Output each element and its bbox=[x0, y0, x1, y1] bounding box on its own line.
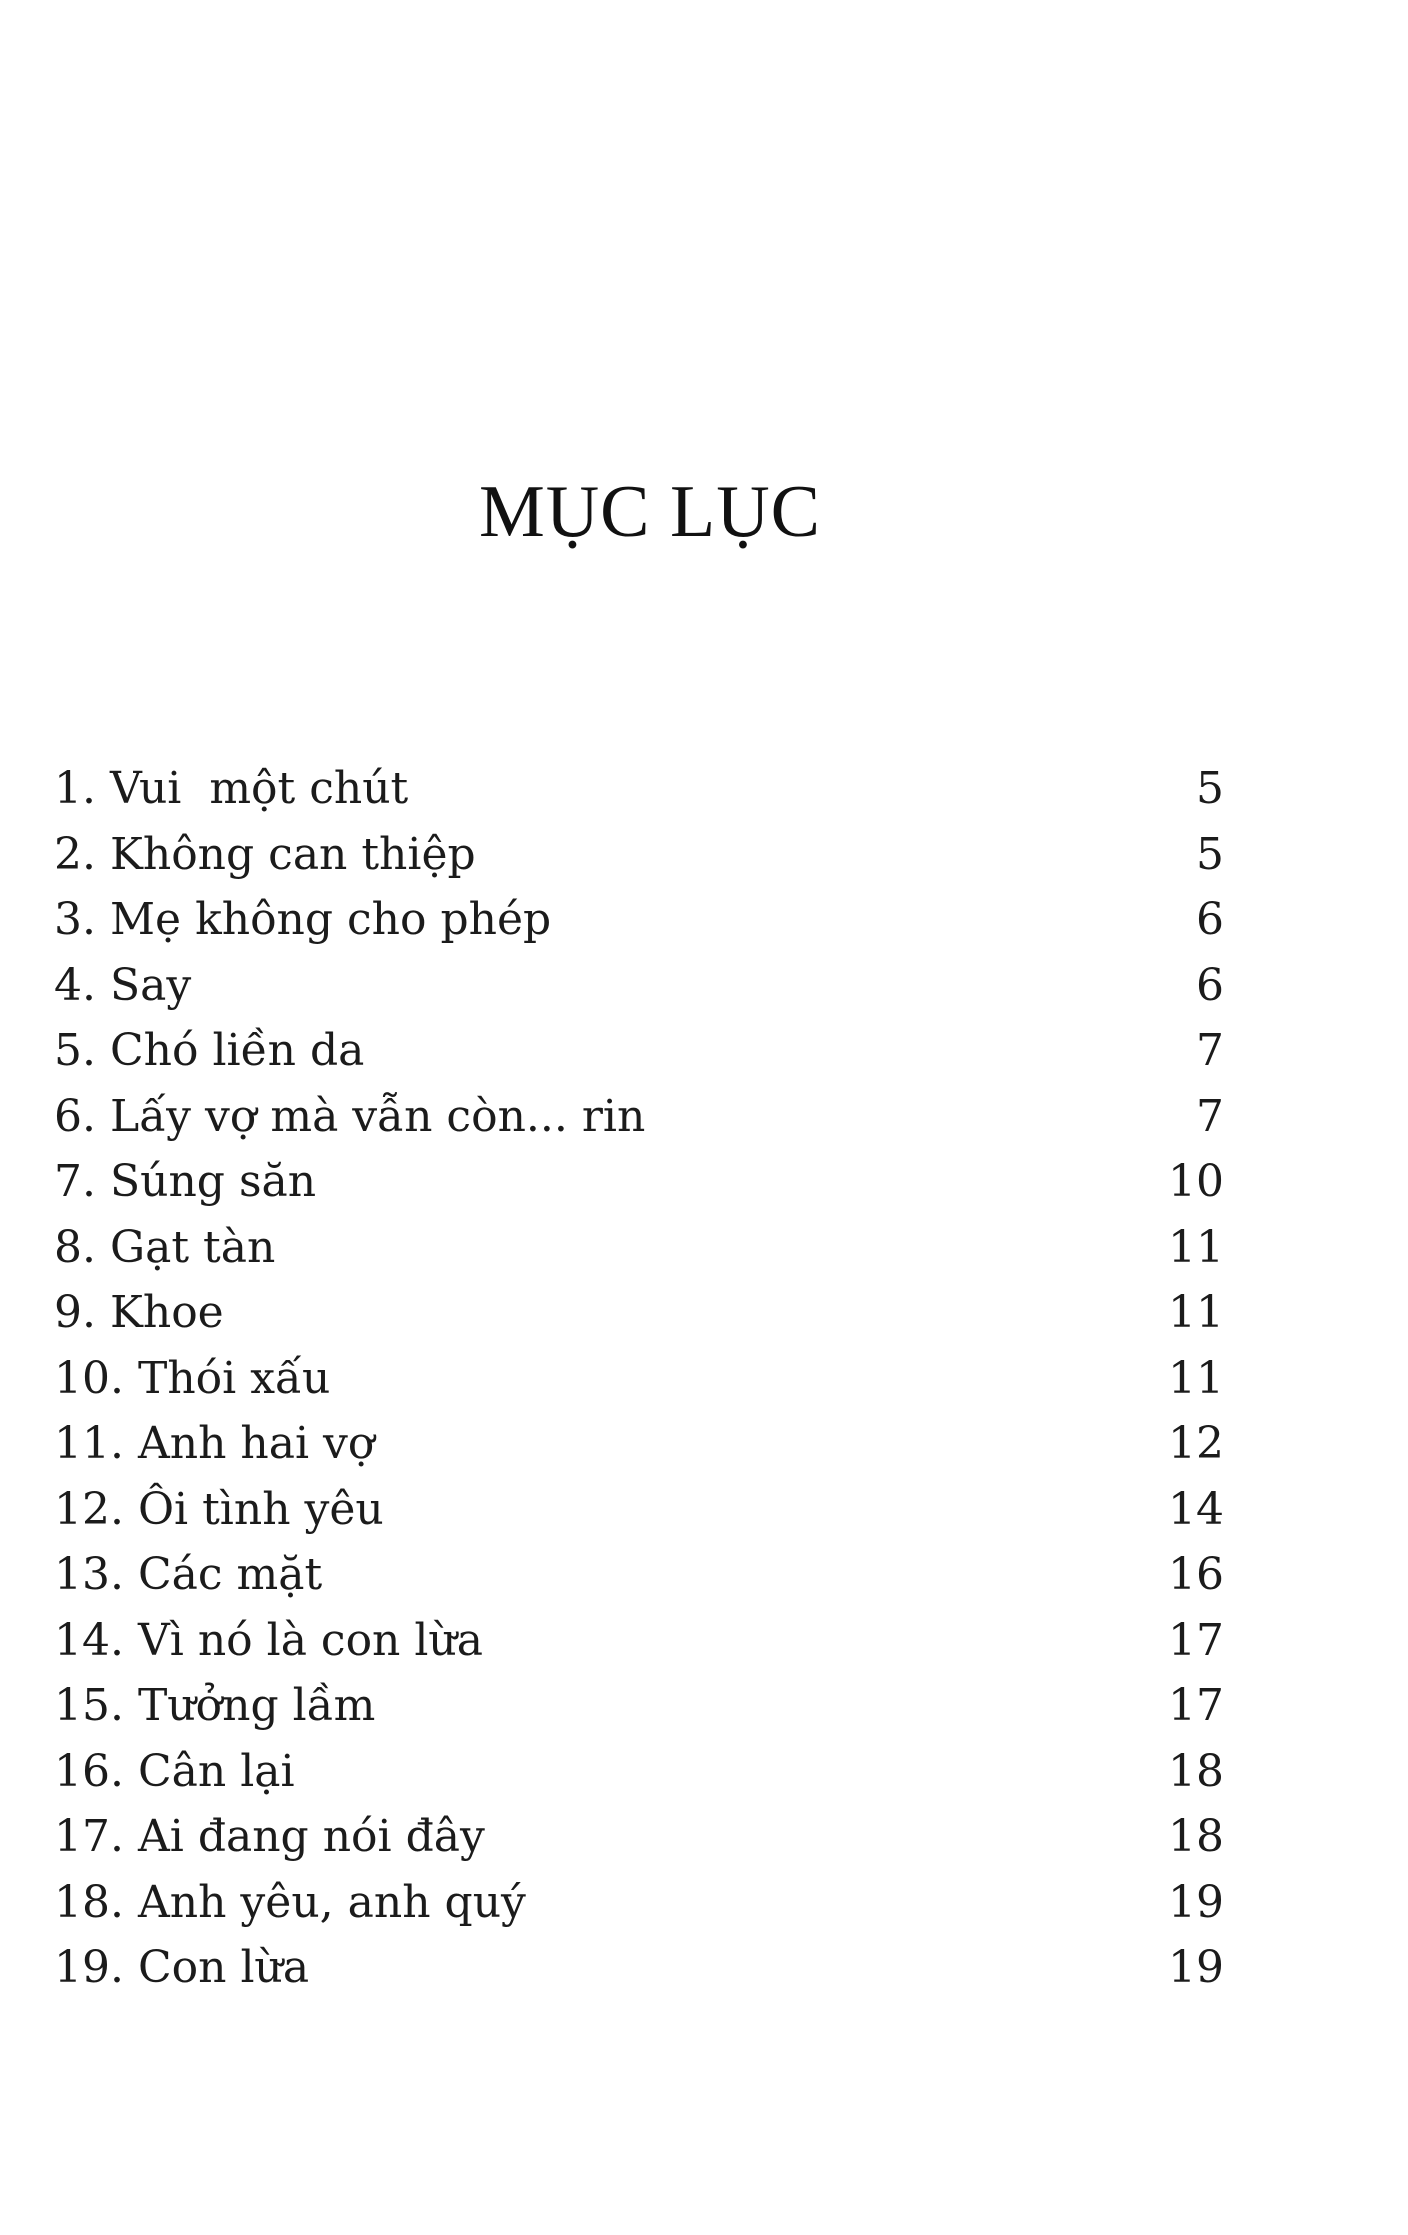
toc-entry-label bbox=[54, 1542, 322, 1608]
toc-entry-page-number: 16 bbox=[1168, 1549, 1224, 1600]
toc-entry-label bbox=[54, 1935, 309, 2001]
toc-entry-number: 5. bbox=[54, 1025, 96, 1076]
toc-entry-page-number: 6 bbox=[1196, 894, 1224, 945]
toc-entry-page-number: 12 bbox=[1168, 1418, 1224, 1469]
toc-entry-title: Say bbox=[109, 959, 192, 1011]
toc-entry-page-number: 7 bbox=[1196, 1090, 1224, 1142]
toc-entry-label bbox=[54, 1018, 364, 1084]
toc-entry-title: Ôi tình yêu bbox=[137, 1483, 384, 1535]
toc-entry bbox=[54, 1280, 1224, 1346]
toc-entry-number: 14. bbox=[54, 1614, 124, 1666]
toc-entry-title: Con lừa bbox=[137, 1942, 310, 1993]
toc-entry-label bbox=[54, 1346, 330, 1412]
toc-entry bbox=[54, 1477, 1224, 1543]
toc-entry-page-number: 10 bbox=[1168, 1156, 1224, 1207]
toc-entry bbox=[54, 1084, 1224, 1150]
toc-entry-page-number: 5 bbox=[1196, 763, 1224, 814]
toc-entry bbox=[54, 1542, 1224, 1608]
toc-entry-number: 3. bbox=[54, 894, 96, 945]
toc-entry-number: 11. bbox=[54, 1418, 124, 1469]
toc-entry-title: Gạt tàn bbox=[109, 1221, 276, 1273]
toc-entry bbox=[54, 1018, 1224, 1084]
toc-entry-label bbox=[54, 1411, 374, 1477]
toc-entry-title: Mẹ không cho phép bbox=[109, 894, 552, 945]
toc-entry-label bbox=[54, 1608, 483, 1674]
toc-entry-title: Ai đang nói đây bbox=[137, 1811, 485, 1862]
toc-entry-page-number: 17 bbox=[1168, 1614, 1224, 1666]
toc-entry-label bbox=[54, 1084, 645, 1150]
toc-entry bbox=[54, 953, 1224, 1019]
toc-entry-number: 12. bbox=[54, 1483, 124, 1535]
toc-entry-number: 17. bbox=[54, 1811, 124, 1862]
toc-entry bbox=[54, 1149, 1224, 1215]
toc-entry-page-number: 11 bbox=[1168, 1352, 1224, 1404]
toc-entry-page-number: 11 bbox=[1168, 1287, 1224, 1338]
toc-entry bbox=[54, 756, 1224, 822]
toc-entry-page-number: 7 bbox=[1196, 1025, 1224, 1076]
toc-entry-label bbox=[54, 953, 191, 1019]
toc-entry-title: Vì nó là con lừa bbox=[137, 1614, 484, 1666]
toc-entry-number: 13. bbox=[54, 1549, 124, 1600]
toc-entry-number: 16. bbox=[54, 1745, 124, 1797]
toc-entry-label bbox=[54, 1477, 384, 1543]
toc-entry-page-number: 19 bbox=[1168, 1942, 1224, 1993]
toc-entry-title: Thói xấu bbox=[137, 1352, 331, 1404]
toc-entry-title: Tưởng lầm bbox=[137, 1680, 376, 1731]
toc-entry-title: Cân lại bbox=[137, 1745, 295, 1797]
toc-entry-title: Vui một chút bbox=[109, 763, 409, 814]
toc-entry-label bbox=[54, 1215, 275, 1281]
toc-entry-number: 6. bbox=[54, 1090, 96, 1142]
toc-entry-label bbox=[54, 1280, 224, 1346]
table-of-contents bbox=[54, 756, 1224, 2001]
toc-entry bbox=[54, 1673, 1224, 1739]
toc-entry-label bbox=[54, 1870, 526, 1936]
page-title: MỤC LỤC bbox=[478, 471, 822, 553]
toc-entry bbox=[54, 1935, 1224, 2001]
toc-entry-label bbox=[54, 1673, 375, 1739]
toc-entry-page-number: 17 bbox=[1168, 1680, 1224, 1731]
toc-entry-page-number: 5 bbox=[1196, 828, 1224, 880]
toc-entry bbox=[54, 822, 1224, 888]
toc-entry-number: 18. bbox=[54, 1876, 124, 1928]
toc-entry-label bbox=[54, 1739, 295, 1805]
toc-entry-page-number: 6 bbox=[1196, 959, 1224, 1011]
toc-entry bbox=[54, 1411, 1224, 1477]
toc-entry-title: Lấy vợ mà vẫn còn... rin bbox=[109, 1090, 646, 1142]
toc-entry-title: Các mặt bbox=[137, 1549, 323, 1600]
toc-entry-page-number: 18 bbox=[1168, 1811, 1224, 1862]
toc-entry-number: 19. bbox=[54, 1942, 124, 1993]
toc-entry-label bbox=[54, 887, 551, 953]
toc-entry bbox=[54, 1608, 1224, 1674]
toc-entry-label bbox=[54, 1804, 485, 1870]
toc-entry-page-number: 18 bbox=[1168, 1745, 1224, 1797]
toc-entry bbox=[54, 887, 1224, 953]
toc-entry-number: 4. bbox=[54, 959, 96, 1011]
toc-entry-number: 15. bbox=[54, 1680, 124, 1731]
toc-entry-page-number: 11 bbox=[1168, 1221, 1224, 1273]
toc-entry-number: 9. bbox=[54, 1287, 96, 1338]
toc-entry-title: Súng săn bbox=[109, 1156, 317, 1207]
toc-entry-title: Anh yêu, anh quý bbox=[137, 1876, 526, 1928]
toc-entry bbox=[54, 1215, 1224, 1281]
toc-entry-label bbox=[54, 756, 408, 822]
toc-entry-page-number: 14 bbox=[1168, 1483, 1224, 1535]
toc-entry-number: 8. bbox=[54, 1221, 96, 1273]
toc-entry-title: Anh hai vợ bbox=[137, 1418, 375, 1469]
toc-entry-number: 2. bbox=[54, 828, 96, 880]
toc-entry-number: 1. bbox=[54, 763, 96, 814]
toc-entry-number: 7. bbox=[54, 1156, 96, 1207]
toc-entry-title: Không can thiệp bbox=[109, 828, 476, 880]
toc-entry-label bbox=[54, 1149, 316, 1215]
toc-entry-number: 10. bbox=[54, 1352, 124, 1404]
toc-entry bbox=[54, 1804, 1224, 1870]
toc-entry-page-number: 19 bbox=[1168, 1876, 1224, 1928]
toc-entry-label bbox=[54, 822, 476, 888]
toc-entry-title: Khoe bbox=[109, 1287, 224, 1338]
toc-entry-title: Chó liền da bbox=[109, 1025, 365, 1076]
toc-entry bbox=[54, 1870, 1224, 1936]
toc-entry bbox=[54, 1346, 1224, 1412]
toc-entry bbox=[54, 1739, 1224, 1805]
